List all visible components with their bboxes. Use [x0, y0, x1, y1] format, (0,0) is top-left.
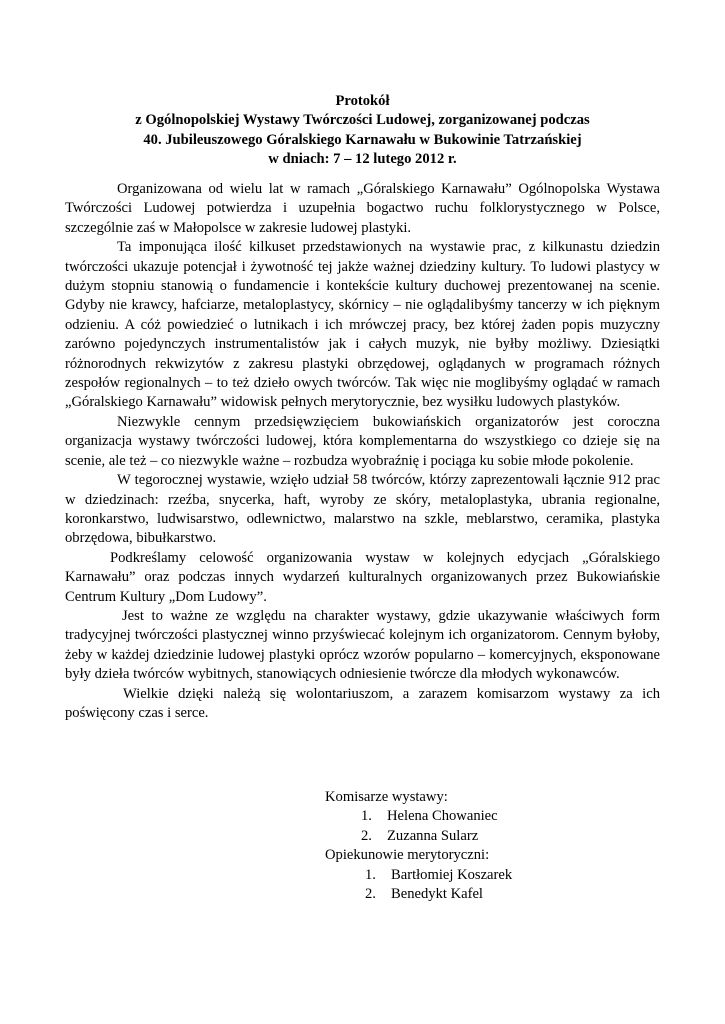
commissioner-item	[325, 827, 512, 846]
paragraph-7: Wielkie dzięki należą się wolontariuszom, a zarazem komisarzom wystawy za ich poświęcony czas i serce.	[65, 685, 660, 721]
document-body	[65, 180, 660, 723]
commissioner-item	[325, 807, 512, 826]
paragraph-1: Organizowana od wielu lat w ramach „Góralskiego Karnawału” Ogólnopolska Wystawa Twórczości Ludowej potwierdza i uzupełnia bogactwo ruchu folklorystycznego w Polsce, szczególnie zaś w Małopolsce w zakresie ludowej plastyki.	[65, 181, 660, 236]
document-title	[0, 92, 725, 170]
title-line-3: 40. Jubileuszowego Góralskiego Karnawału w Bukowinie Tatrzańskiej	[143, 131, 582, 148]
paragraph-2: Ta imponująca ilość kilkuset przedstawionych na wystawie prac, z kilkunastu dziedzin twórczości ukazuje potencjał i żywotność tej jakże ważnej dziedziny kultury. To ludowi plastycy w dużym stopniu stanowią o fundamencie i kontekście kultury duchowej prezentowanej na scenie. Gdyby nie krawcy, hafciarze, metaloplastycy, skórnicy – nie oglądalibyśmy tancerzy w ich pięknym odzieniu. A cóż powiedzieć o lutnikach i ich mrówczej pracy, bez której żaden popis muzyczny zarówno pojedynczych instrumentalistów jak i całych muzyk, nie byłby możliwy. Dziesiątki różnorodnych rekwizytów z zakresu plastyki obrzędowej, oglądanych w programach różnych zespołów regionalnych – to też dzieło owych twórców. Tak więc nie moglibyśmy oglądać w ramach „Góralskiego Karnawału” widowisk pełnych merytorycznie, bez wysiłku ludowych plastyków.	[65, 239, 660, 411]
guardian-name: Bartłomiej Koszarek	[391, 866, 513, 883]
guardian-item	[325, 885, 512, 904]
paragraph-3: Niezwykle cennym przedsięwzięciem bukowiańskich organizatorów jest coroczna organizacja wystawy twórczości ludowej, która komplementarna do wszystkiego co dzieje się na scenie, ale też – co niezwykle ważne – rozbudza wyobraźnię i pociąga ku sobie młode pokolenie.	[65, 413, 660, 469]
list-number: 1.	[361, 808, 372, 825]
commissioners-label: Komisarze wystawy:	[325, 789, 448, 805]
commissioner-name: Helena Chowaniec	[387, 808, 498, 825]
list-number: 2.	[365, 886, 376, 903]
paragraph-4: W tegorocznej wystawie, wzięło udział 58 twórców, którzy zaprezentowali łącznie 912 prac w dziedzinach: rzeźba, snycerka, haft, wyroby ze skóry, metaloplastyka, ubrania regionalne, koronkarstwo, ludwisarstwo, odlewnictwo, malarstwo na szkle, meblarstwo, ceramika, plastyka obrzędowa, bibułkarstwo.	[65, 472, 660, 547]
title-line-1: Protokół	[335, 93, 390, 109]
guardian-item	[325, 866, 512, 885]
list-number: 1.	[365, 866, 376, 883]
guardians-label: Opiekunowie merytoryczni:	[325, 847, 490, 864]
commissioner-name: Zuzanna Sularz	[387, 827, 479, 844]
paragraph-5: Podkreślamy celowość organizowania wystaw w kolejnych edycjach „Góralskiego Karnawału” oraz podczas innych wydarzeń kulturalnych organizowanych przez Bukowiańskie Centrum Kultury „Dom Ludowy”.	[65, 549, 660, 605]
guardian-name: Benedykt Kafel	[391, 886, 483, 903]
title-line-4: w dniach: 7 – 12 lutego 2012 r.	[268, 151, 457, 168]
list-number: 2.	[361, 827, 372, 844]
title-line-2: z Ogólnopolskiej Wystawy Twórczości Ludowej, zorganizowanej podczas	[135, 112, 590, 129]
paragraph-6: Jest to ważne ze względu na charakter wystawy, gdzie ukazywanie właściwych form tradycyjnej twórczości plastycznej winno przyświecać kolejnym ich organizatorom. Cennym byłoby, żeby w każdej dziedzinie ludowej plastyki oprócz wzorów popularno – komercyjnych, eksponowane były dzieła twórców wybitnych, stanowiących odniesienie twórcze dla młodych wykonawców.	[65, 607, 660, 683]
signature-block	[325, 788, 512, 904]
